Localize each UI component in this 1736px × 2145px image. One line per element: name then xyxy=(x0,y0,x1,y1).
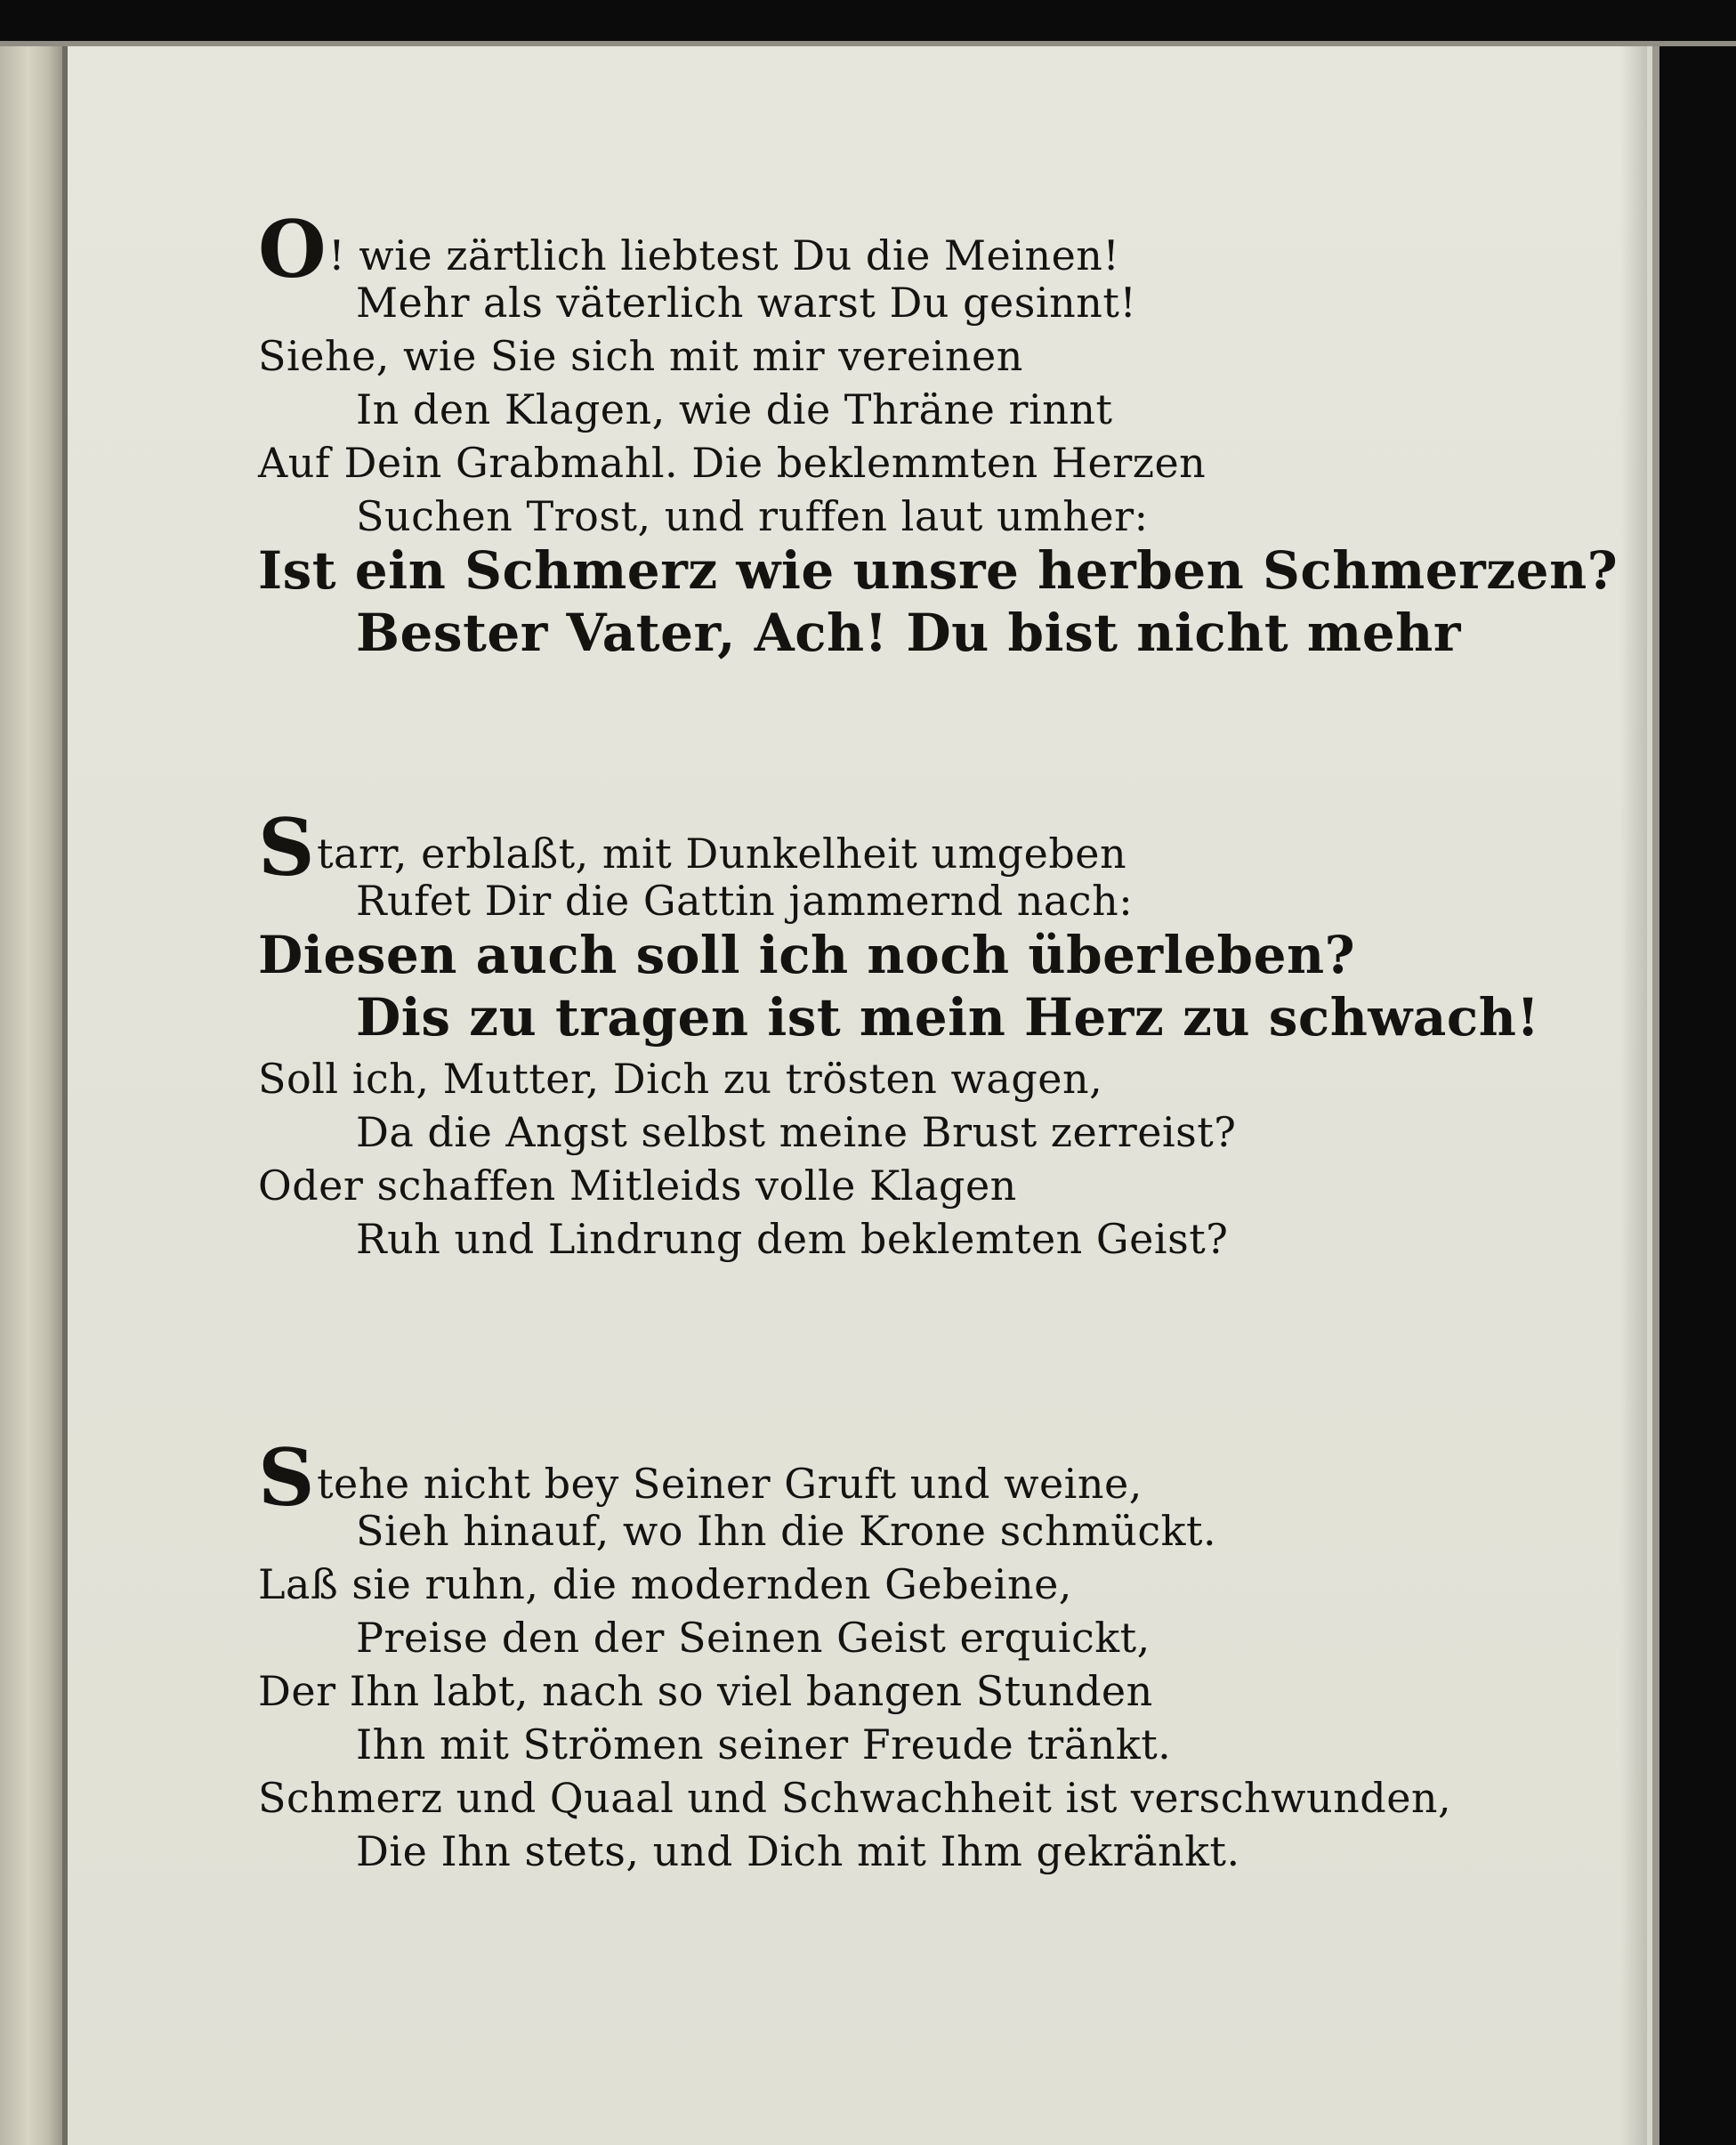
stanza-3-line-7: Schmerz und Quaal und Schwachheit ist verschwunden, xyxy=(258,1774,1452,1822)
line-text-rest: tarr, erblaßt, mit Dunkelheit umgeben xyxy=(317,830,1127,878)
line-text-rest: tehe nicht bey Seiner Gruft und weine, xyxy=(317,1460,1143,1508)
stanza-2-line-1: Starr, erblaßt, mit Dunkelheit umgeben xyxy=(258,801,1127,894)
stanza-2-line-4: Dis zu tragen ist mein Herz zu schwach! xyxy=(356,987,1540,1048)
stanza-1-line-1: O! wie zärtlich liebtest Du die Meinen! xyxy=(258,203,1120,295)
stanza-1-line-8: Bester Vater, Ach! Du bist nicht mehr xyxy=(356,603,1461,663)
stanza-3-line-3: Laß sie ruhn, die modernden Gebeine, xyxy=(258,1560,1072,1608)
stanza-3-line-6: Ihn mit Strömen seiner Freude tränkt. xyxy=(356,1720,1172,1769)
line-text-rest: ! wie zärtlich liebtest Du die Meinen! xyxy=(328,231,1120,279)
stanza-3-line-5: Der Ihn labt, nach so viel bangen Stunden xyxy=(258,1667,1153,1715)
poem xyxy=(68,46,1647,2145)
left-page-edge xyxy=(0,46,62,2145)
stanza-1-line-2: Mehr als väterlich warst Du gesinnt! xyxy=(356,279,1137,327)
stanza-1-line-5: Auf Dein Grabmahl. Die beklemmten Herzen xyxy=(258,439,1207,487)
stanza-3-line-2: Sieh hinauf, wo Ihn die Krone schmückt. xyxy=(356,1507,1217,1555)
stanza-1-line-6: Suchen Trost, und ruffen laut umher: xyxy=(356,492,1149,540)
stanza-2-line-6: Da die Angst selbst meine Brust zerreist? xyxy=(356,1108,1237,1156)
stanza-1-line-7: Ist ein Schmerz wie unsre herben Schmerzen? xyxy=(258,540,1619,601)
stanza-1-line-4: In den Klagen, wie die Thräne rinnt xyxy=(356,385,1113,433)
stanza-3-line-8: Die Ihn stets, und Dich mit Ihm gekränkt. xyxy=(356,1827,1240,1875)
stanza-3-line-4: Preise den der Seinen Geist erquickt, xyxy=(356,1614,1151,1662)
stanza-2-line-5: Soll ich, Mutter, Dich zu trösten wagen, xyxy=(258,1055,1103,1103)
stanza-2-line-8: Ruh und Lindrung dem beklemten Geist? xyxy=(356,1215,1229,1263)
stanza-2-line-2: Rufet Dir die Gattin jammernd nach: xyxy=(356,877,1134,925)
right-edge xyxy=(1652,46,1659,2145)
page xyxy=(68,46,1647,2145)
stanza-2-line-7: Oder schaffen Mitleids volle Klagen xyxy=(258,1162,1017,1210)
stanza-3-line-1: Stehe nicht bey Seiner Gruft und weine, xyxy=(258,1431,1143,1524)
stanza-2-line-3: Diesen auch soll ich noch überleben? xyxy=(258,925,1356,985)
stanza-1-line-3: Siehe, wie Sie sich mit mir vereinen xyxy=(258,332,1023,380)
